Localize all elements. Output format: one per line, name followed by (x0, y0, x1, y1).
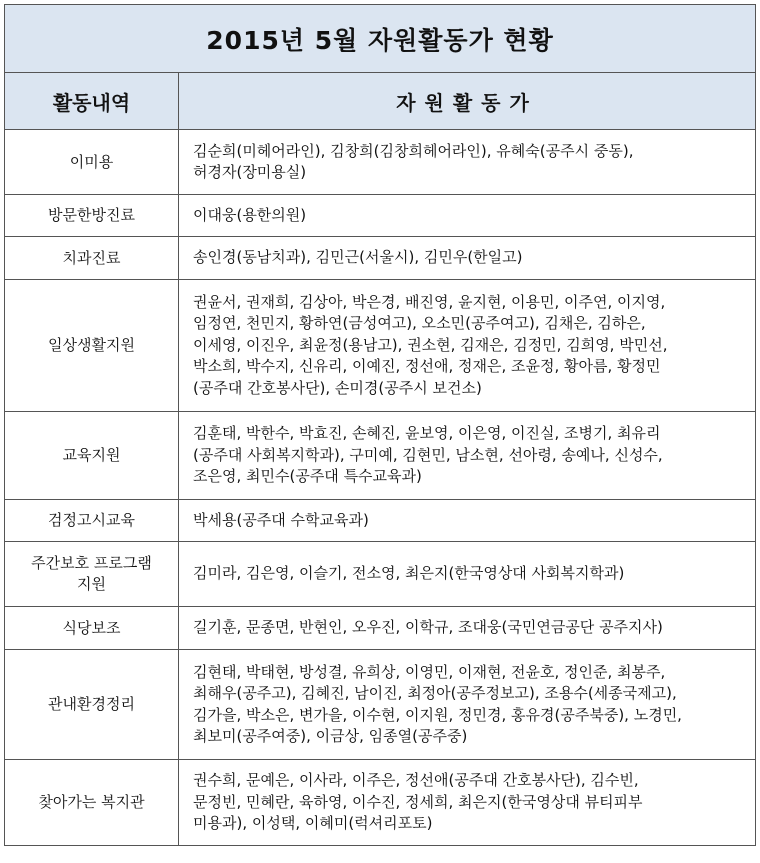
volunteer-line: 최해우(공주고), 김혜진, 남이진, 최정아(공주정보고), 조용수(세종국제고), (193, 684, 677, 703)
activity-cell: 검정고시교육 (5, 500, 179, 542)
table-row (5, 237, 756, 280)
header-row (5, 73, 756, 130)
activity-cell: 방문한방진료 (5, 195, 179, 237)
header-activity: 활동내역 (5, 73, 179, 130)
volunteer-cell (179, 237, 756, 280)
table-row (5, 280, 756, 412)
table-row (5, 500, 756, 542)
volunteer-cell (179, 542, 756, 607)
activity-line: 주간보호 프로그램 (31, 554, 152, 572)
activity-cell: 찾아가는 복지관 (5, 760, 179, 846)
volunteer-line: 임정연, 천민지, 황하연(금성여고), 오소민(공주여고), 김채은, 김하은, (193, 314, 646, 333)
volunteer-cell (179, 195, 756, 237)
volunteer-line: 김현태, 박태현, 방성결, 유희상, 이영민, 이재현, 전윤호, 정인준, 최봉주, (193, 662, 666, 681)
volunteer-line: 박세용(공주대 수학교육과) (193, 510, 369, 529)
volunteer-cell (179, 650, 756, 760)
volunteer-status-sheet (4, 4, 755, 846)
volunteer-line: 허경자(장미용실) (193, 163, 307, 181)
volunteer-line: (공주대 간호봉사단), 손미경(공주시 보건소) (193, 378, 482, 397)
volunteer-line: 이세영, 이진우, 최윤정(용남고), 권소현, 김재은, 김정민, 김희영, 박민선, (193, 335, 668, 354)
volunteer-cell (179, 500, 756, 542)
activity-cell: 식당보조 (5, 607, 179, 650)
volunteer-line: 최보미(공주여중), 이금상, 임종열(공주중) (193, 726, 468, 745)
volunteer-line: 박소희, 박수지, 신유리, 이예진, 정선애, 정재은, 조윤정, 황아름, 황정민 (193, 357, 661, 376)
volunteer-line: 김훈태, 박한수, 박효진, 손혜진, 윤보영, 이은영, 이진실, 조병기, 최유리 (193, 424, 661, 443)
volunteer-table (4, 4, 756, 846)
table-row (5, 760, 756, 846)
volunteer-cell (179, 607, 756, 650)
volunteer-line: 문정빈, 민혜란, 육하영, 이수진, 정세희, 최은지(한국영상대 뷰티피부 (193, 792, 643, 811)
volunteer-line: 권수희, 문예은, 이사라, 이주은, 정선애(공주대 간호봉사단), 김수빈, (193, 771, 639, 790)
volunteer-line: 김순희(미헤어라인), 김창희(김창희헤어라인), 유혜숙(공주시 중동), (193, 141, 634, 160)
table-row (5, 130, 756, 195)
table-row (5, 542, 756, 607)
table-row (5, 650, 756, 760)
volunteer-line: 길기훈, 문종면, 반현인, 오우진, 이학규, 조대웅(국민연금공단 공주지사) (193, 618, 663, 637)
header-volunteers: 자원활동가 (179, 73, 756, 130)
volunteer-cell (179, 130, 756, 195)
volunteer-line: 권윤서, 권재희, 김상아, 박은경, 배진영, 윤지현, 이용민, 이주연, 이지영, (193, 292, 666, 311)
activity-cell: 일상생활지원 (5, 280, 179, 412)
volunteer-line: 조은영, 최민수(공주대 특수교육과) (193, 467, 422, 486)
activity-cell: 관내환경정리 (5, 650, 179, 760)
volunteer-cell (179, 280, 756, 412)
activity-cell: 치과진료 (5, 237, 179, 280)
table-row (5, 195, 756, 237)
volunteer-line: 김가을, 박소은, 변가을, 이수현, 이지원, 정민경, 홍유경(공주북중), 노경민, (193, 705, 682, 724)
volunteer-line: 이대웅(용한의원) (193, 205, 307, 224)
volunteer-line: 미용과), 이성택, 이혜미(럭셔리포토) (193, 814, 433, 833)
volunteer-line: (공주대 사회복지학과), 구미예, 김현민, 남소현, 선아령, 송예나, 신성수, (193, 445, 663, 464)
page-title: 2015년 5월 자원활동가 현황 (5, 5, 756, 73)
volunteer-cell (179, 760, 756, 846)
volunteer-line: 김미라, 김은영, 이슬기, 전소영, 최은지(한국영상대 사회복지학과) (193, 564, 625, 583)
table-row (5, 607, 756, 650)
activity-cell: 이미용 (5, 130, 179, 195)
activity-line: 지원 (77, 575, 106, 593)
activity-cell (5, 542, 179, 607)
table-row (5, 412, 756, 500)
activity-cell: 교육지원 (5, 412, 179, 500)
volunteer-line: 송인경(동남치과), 김민근(서울시), 김민우(한일고) (193, 248, 523, 267)
volunteer-cell (179, 412, 756, 500)
